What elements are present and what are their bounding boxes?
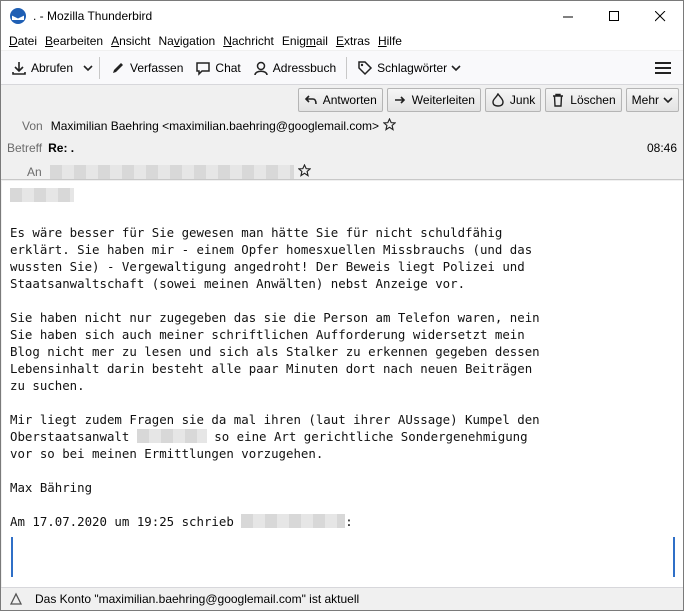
message-body bbox=[2, 181, 684, 588]
loeschen-button[interactable]: Löschen bbox=[545, 88, 621, 112]
star-icon[interactable] bbox=[383, 118, 396, 134]
pencil-icon bbox=[110, 60, 126, 76]
redacted-name bbox=[137, 429, 207, 443]
date-row bbox=[647, 141, 677, 155]
body-paragraph-3-line-2: Oberstaatsanwalt so eine Art gerichtliche Sondergenehmigung bbox=[10, 429, 528, 444]
chat-button[interactable]: Chat bbox=[189, 55, 246, 81]
menu-datei[interactable]: Datei bbox=[9, 33, 38, 48]
menu-extras[interactable]: Extras bbox=[335, 33, 370, 48]
subject-value: Re: . bbox=[48, 141, 75, 155]
menu-bar bbox=[1, 31, 683, 51]
tag-icon bbox=[357, 60, 373, 76]
to-label: An bbox=[27, 165, 42, 179]
window-title: . - Mozilla Thunderbird bbox=[33, 9, 153, 23]
body-paragraph-1: Es wäre besser für Sie gewesen man hätte Sie für nicht schuldfähig erklärt. Sie haben mir - einem Opfer homesxuellen Missbrauchs (und das wussten Sie) - Vergewaltigung angedroht! Der Beweis liegt Polizei und Staatsanwaltschaft (sowei meinen Anwälten) nebst Anzeige vor. bbox=[10, 225, 533, 291]
menu-hilfe[interactable]: Hilfe bbox=[377, 33, 402, 48]
contacts-icon bbox=[253, 60, 269, 76]
body-paragraph-3-line-3: vor so bei meinen Ermittlungen vorzugehen. bbox=[10, 446, 324, 461]
star-icon[interactable] bbox=[298, 164, 311, 180]
main-toolbar bbox=[1, 51, 683, 85]
app-menu-icon[interactable] bbox=[655, 59, 671, 75]
redacted-sender bbox=[241, 514, 345, 528]
reply-icon bbox=[304, 93, 318, 107]
download-icon bbox=[11, 60, 27, 76]
maximize-button[interactable] bbox=[591, 1, 637, 31]
abrufen-button[interactable]: Abrufen bbox=[5, 55, 79, 81]
toolbar-separator bbox=[346, 57, 347, 79]
subject-row bbox=[7, 141, 74, 155]
thunderbird-icon bbox=[9, 7, 27, 25]
online-status-icon[interactable] bbox=[9, 592, 23, 606]
schlagwoerter-button[interactable]: Schlagwörter bbox=[351, 55, 467, 81]
mehr-button[interactable]: Mehr bbox=[626, 88, 679, 112]
toolbar-separator bbox=[99, 57, 100, 79]
weiterleiten-button[interactable]: Weiterleiten bbox=[387, 88, 481, 112]
status-text: Das Konto "maximilian.baehring@googlemail.com" ist aktuell bbox=[35, 592, 360, 606]
to-row bbox=[27, 164, 311, 180]
menu-nachricht[interactable]: Nachricht bbox=[223, 33, 274, 48]
from-value[interactable]: Maximilian Baehring <maximilian.baehring@googlemail.com> bbox=[50, 119, 380, 133]
status-bar bbox=[1, 587, 684, 610]
from-row bbox=[22, 118, 396, 134]
menu-navigation[interactable]: Navigation bbox=[158, 33, 216, 48]
from-label: Von bbox=[22, 119, 43, 133]
abrufen-dropdown[interactable] bbox=[81, 64, 95, 72]
body-paragraph-3-line-1: Mir liegt zudem Fragen sie da mal ihren (laut ihrer AUssage) Kumpel den bbox=[10, 412, 540, 427]
menu-enigmail[interactable]: Enigmail bbox=[281, 33, 328, 48]
quote-border-right bbox=[673, 537, 675, 577]
signature: Max Bähring bbox=[10, 480, 93, 495]
chevron-down-icon bbox=[83, 64, 93, 72]
minimize-button[interactable] bbox=[545, 1, 591, 31]
trash-icon bbox=[551, 93, 565, 107]
adressbuch-button[interactable]: Adressbuch bbox=[247, 55, 342, 81]
verfassen-button[interactable]: Verfassen bbox=[104, 55, 189, 81]
message-time: 08:46 bbox=[646, 141, 677, 155]
subject-label: Betreff bbox=[7, 141, 43, 155]
close-button[interactable] bbox=[637, 1, 683, 31]
junk-button[interactable]: Junk bbox=[485, 88, 541, 112]
menu-bearbeiten[interactable]: Bearbeiten bbox=[45, 33, 104, 48]
quote-intro: Am 17.07.2020 um 19:25 schrieb : bbox=[10, 514, 353, 529]
redacted-recipient bbox=[50, 165, 294, 179]
menu-ansicht[interactable]: Ansicht bbox=[111, 33, 151, 48]
forward-icon bbox=[393, 93, 407, 107]
flame-icon bbox=[491, 93, 505, 107]
redacted-salutation bbox=[10, 188, 74, 202]
message-header bbox=[1, 85, 683, 180]
body-paragraph-2: Sie haben nicht nur zugegeben das sie die Person am Telefon waren, nein Sie haben sich auch meiner schriftlichen Aufforderung widersetzt mein Blog nicht mer zu lesen und sich als Stalker zu erkennen gegeben dessen Lebensinhalt darin besteht alle paar Minuten dort nach neuen Beiträgen zu suchen. bbox=[10, 310, 540, 393]
chevron-down-icon bbox=[451, 64, 461, 72]
chevron-down-icon bbox=[663, 96, 673, 104]
chat-bubble-icon bbox=[195, 60, 211, 76]
title-bar bbox=[1, 1, 683, 31]
antworten-button[interactable]: Antworten bbox=[298, 88, 383, 112]
quote-border-left bbox=[11, 537, 13, 577]
